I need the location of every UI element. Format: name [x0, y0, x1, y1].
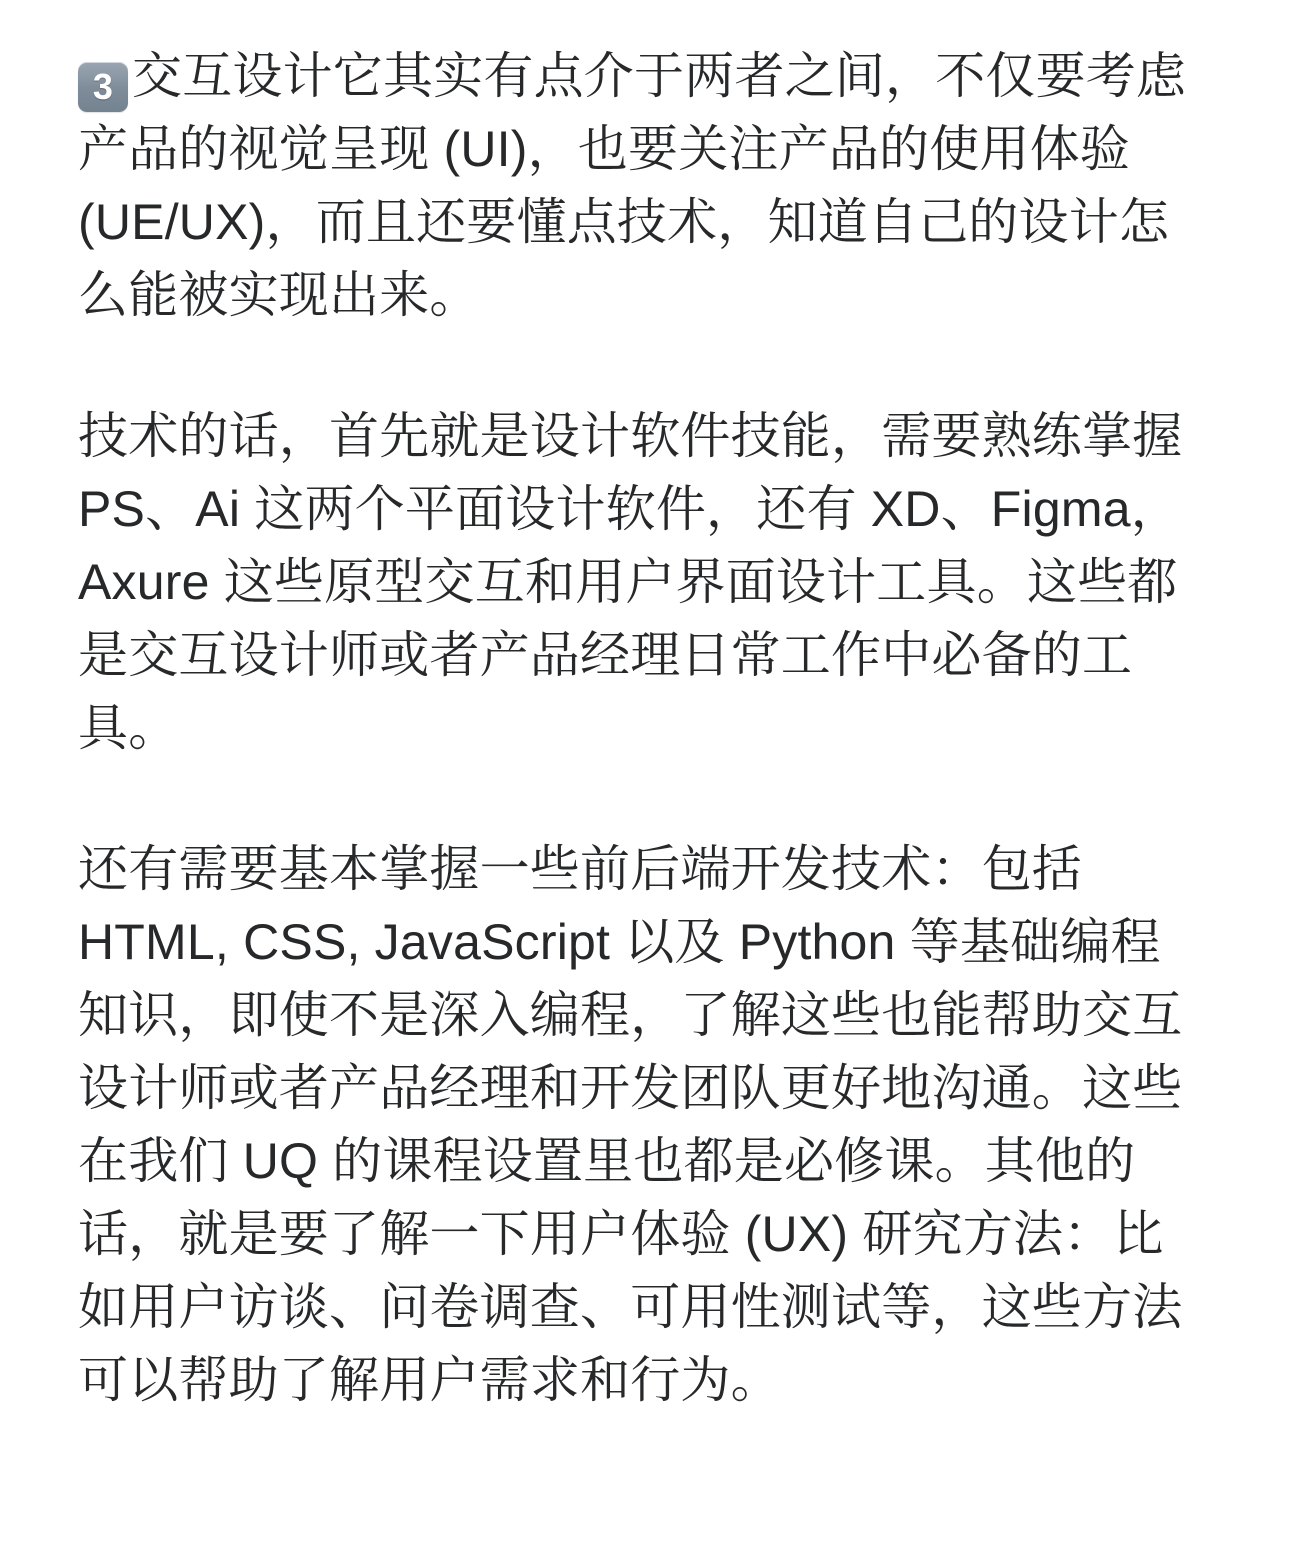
paragraph-1-text: 交互设计它其实有点介于两者之间，不仅要考虑产品的视觉呈现 (UI)，也要关注产品的使用体验 (UE/UX)，而且还要懂点技术，知道自己的设计怎么能被实现出来。: [78, 48, 1187, 323]
paragraph-1: [78, 40, 1190, 332]
paragraph-3: 还有需要基本掌握一些前后端开发技术：包括 HTML, CSS, JavaScript 以及 Python 等基础编程知识，即使不是深入编程，了解这些也能帮助交互设计师或者产品经理和开发团队更好地沟通。这些在我们 UQ 的课程设置里也都是必修课。其他的话，就是要了解一下用户体验 (UX) 研究方法：比如用户访谈、问卷调查、可用性测试等，这些方法可以帮助了解用户需求和行为。: [78, 841, 1183, 1408]
paragraph-2: 技术的话，首先就是设计软件技能，需要熟练掌握 PS、Ai 这两个平面设计软件，还有 XD、Figma，Axure 这些原型交互和用户界面设计工具。这些都是交互设计师或者产品经理日常工作中必备的工具。: [78, 408, 1183, 756]
list-number-badge: 3: [78, 62, 128, 112]
